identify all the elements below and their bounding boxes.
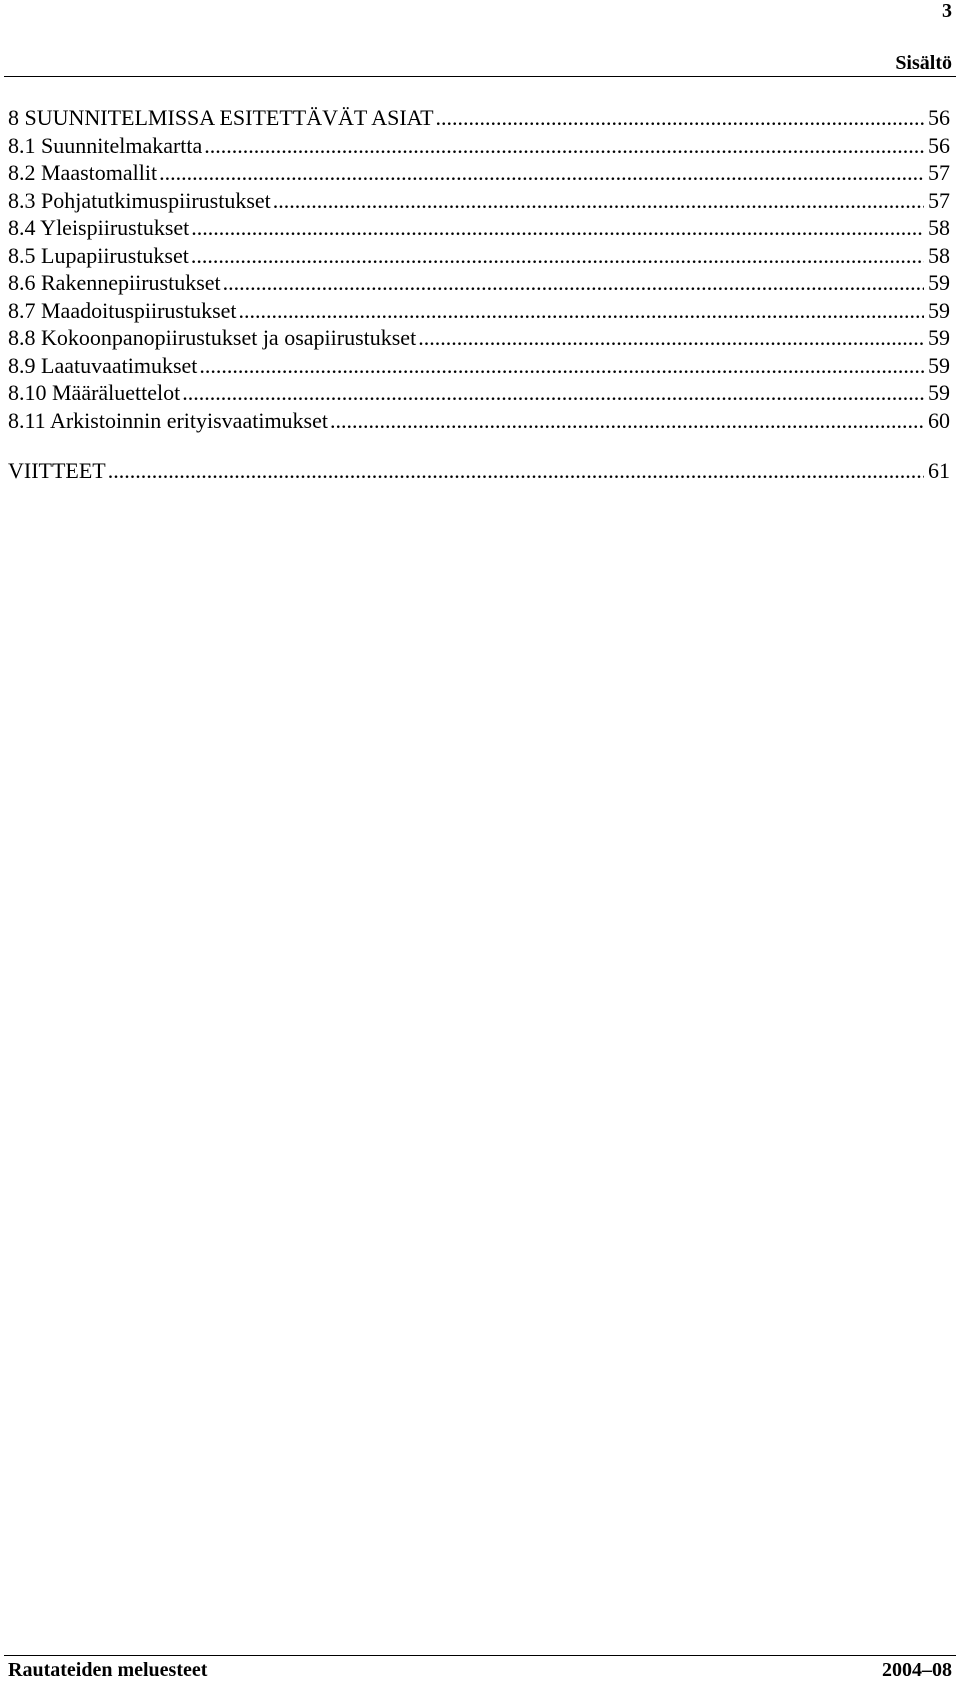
toc-entry[interactable] xyxy=(8,379,950,407)
dot-leader xyxy=(418,324,924,352)
toc-entry-page: 56 xyxy=(928,132,950,158)
toc-entry-title: 8.9 Laatuvaatimukset xyxy=(8,352,198,378)
toc-entry[interactable] xyxy=(8,214,950,242)
toc-entry[interactable] xyxy=(8,324,950,352)
dot-leader xyxy=(182,379,924,407)
toc-entry-page: 57 xyxy=(928,160,950,185)
toc-entry-page: 59 xyxy=(928,325,950,350)
toc-entry-title: 8.7 Maadoituspiirustukset xyxy=(8,297,237,323)
toc-entry-page: 58 xyxy=(928,215,950,240)
section-label: Sisältö xyxy=(895,52,952,74)
toc-entry-page: 59 xyxy=(928,380,950,405)
dot-leader xyxy=(273,187,924,215)
toc-entry-page: 59 xyxy=(928,270,950,295)
toc-entry[interactable] xyxy=(8,132,950,160)
toc-entry[interactable] xyxy=(8,457,950,485)
toc-entry-page: 59 xyxy=(928,352,950,378)
toc-entry-page: 56 xyxy=(928,105,950,130)
toc-entry[interactable] xyxy=(8,104,950,132)
toc-entry-title: 8.10 Määräluettelot xyxy=(8,380,181,405)
toc-entry[interactable] xyxy=(8,297,950,325)
toc-entry-page: 61 xyxy=(928,458,950,483)
page-number: 3 xyxy=(942,0,952,22)
toc-entry-page: 58 xyxy=(928,242,950,268)
toc-entry[interactable] xyxy=(8,187,950,215)
toc-entry-title: 8.2 Maastomallit xyxy=(8,160,158,185)
toc-entry-title: 8.1 Suunnitelmakartta xyxy=(8,132,203,158)
toc-entry-title: 8.3 Pohjatutkimuspiirustukset xyxy=(8,187,271,213)
toc-entry-page: 60 xyxy=(928,407,950,433)
dot-leader xyxy=(191,242,924,270)
dot-leader xyxy=(204,132,924,160)
dot-leader xyxy=(330,407,924,435)
table-of-contents xyxy=(8,104,950,485)
toc-entry-title: 8.5 Lupapiirustukset xyxy=(8,242,189,268)
toc-entry-title: 8.11 Arkistoinnin erityisvaatimukset xyxy=(8,407,328,433)
footer-document-title: Rautateiden meluesteet xyxy=(8,1659,208,1681)
footer-rule xyxy=(4,1655,956,1656)
toc-entry[interactable] xyxy=(8,407,950,435)
dot-leader xyxy=(239,297,924,325)
header-rule xyxy=(4,76,956,77)
dot-leader xyxy=(199,352,924,380)
toc-entry[interactable] xyxy=(8,242,950,270)
footer-document-code: 2004–08 xyxy=(882,1659,952,1681)
toc-entry-title: 8 SUUNNITELMISSA ESITETTÄVÄT ASIAT xyxy=(8,105,434,130)
toc-entry[interactable] xyxy=(8,159,950,187)
toc-entry-title: 8.4 Yleispiirustukset xyxy=(8,215,190,240)
toc-entry-title: 8.8 Kokoonpanopiirustukset ja osapiirustukset xyxy=(8,325,417,350)
toc-entry[interactable] xyxy=(8,269,950,297)
dot-leader xyxy=(436,104,924,132)
dot-leader xyxy=(223,269,924,297)
toc-entry-title: VIITTEET xyxy=(8,458,106,483)
toc-entry[interactable] xyxy=(8,352,950,380)
toc-entry-page: 57 xyxy=(928,187,950,213)
dot-leader xyxy=(191,214,924,242)
toc-entry-title: 8.6 Rakennepiirustukset xyxy=(8,270,221,295)
toc-entry-page: 59 xyxy=(928,297,950,323)
dot-leader xyxy=(159,159,924,187)
dot-leader xyxy=(108,457,924,485)
